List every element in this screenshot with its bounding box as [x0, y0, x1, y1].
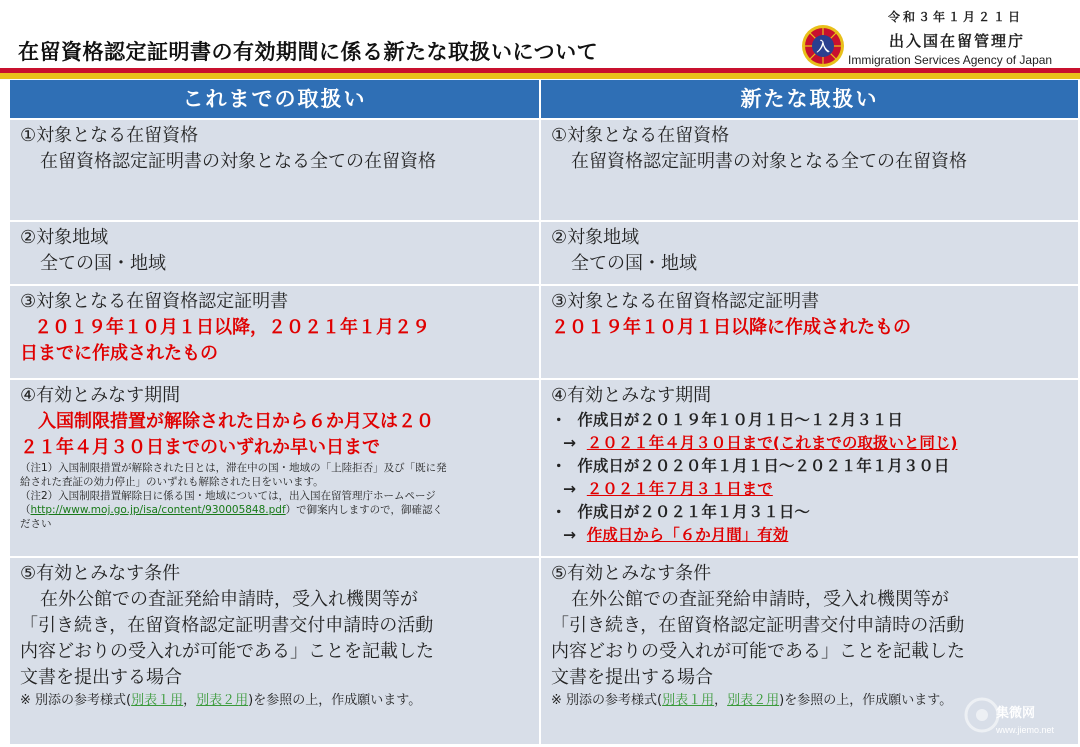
watermark-text: 集微网 — [996, 706, 1036, 721]
bullet-mark: ・ — [551, 411, 567, 429]
arrow-icon: → — [563, 526, 576, 544]
row3-label: ③対象となる在留資格認定証明書 — [20, 291, 289, 312]
comparison-table — [9, 79, 1077, 743]
appendix2-link[interactable]: 別表２用 — [196, 693, 249, 708]
row4-old-cell — [10, 380, 539, 556]
row4-old-red-1: 入国制限措置が解除された日から６か月又は２０ — [38, 411, 434, 432]
row1-label: ①対象となる在留資格 — [20, 125, 199, 146]
row4-new-arrow-1: → ２０２１年４月３０日まで(これまでの取扱いと同じ) — [563, 434, 958, 452]
svg-text:入: 入 — [816, 40, 830, 55]
row4-note2-line: （http://www.moj.go.jp/isa/content/930005848.pdf）で御案内しますので，御確認く — [20, 504, 443, 516]
row3-old-red-2: 日までに作成されたもの — [20, 343, 218, 364]
bullet-mark: ・ — [551, 503, 567, 521]
document-date: 令和３年１月２１日 — [888, 10, 1024, 24]
agency-name-jp: 出入国在留管理庁 — [889, 32, 1026, 50]
row5-new-text-2: 「引き続き，在留資格認定証明書交付申請時の活動 — [551, 615, 965, 636]
column-header-new: 新たな取扱い — [541, 80, 1078, 118]
row5-text-2: 「引き続き，在留資格認定証明書交付申請時の活動 — [20, 615, 434, 636]
row4-note2-b: ）で御案内しますので，御確認く — [285, 504, 443, 516]
arrow-icon: → — [563, 434, 576, 452]
row3-new-cell — [541, 286, 1078, 378]
page-title: 在留資格認定証明書の有効期間に係る新たな取扱いについて — [18, 40, 599, 64]
row3-new-red: ２０１９年１０月１日以降に作成されたもの — [551, 317, 911, 338]
bullet-mark: ・ — [551, 457, 567, 475]
row4-new-arrow-2: → ２０２１年７月３１日まで — [563, 480, 773, 498]
moj-pdf-link[interactable]: http://www.moj.go.jp/isa/content/930005848.pdf — [30, 504, 286, 516]
row4-new-bullet-1: ・ 作成日が２０１９年１０月１日～１２月３１日 — [551, 411, 903, 429]
appendix1-link[interactable]: 別表１用 — [131, 693, 184, 708]
row5-new-text-3: 内容どおりの受入れが可能である」ことを記載した — [551, 641, 965, 662]
row4-label: ④有効とみなす期間 — [20, 385, 181, 406]
appendix1-link-new[interactable]: 別表１用 — [662, 693, 715, 708]
row4-old-red-2: ２１年４月３０日までのいずれか早い日まで — [20, 437, 380, 458]
row5-label: ⑤有効とみなす条件 — [20, 563, 181, 584]
row5-new-text-4: 文書を提出する場合 — [551, 667, 713, 688]
row1-new-cell — [541, 120, 1078, 220]
row5-reference: ※ 別添の参考様式(別表１用，別表２用)を参照の上，作成願います。 — [20, 693, 422, 708]
row5-new-reference: ※ 別添の参考様式(別表１用，別表２用)を参照の上，作成願います。 — [551, 693, 953, 708]
row2-label: ②対象地域 — [20, 227, 109, 248]
row3-label-new: ③対象となる在留資格認定証明書 — [551, 291, 820, 312]
row4-note2-a: （注2）入国制限措置解除日に係る国・地域については，出入国在留管理庁ホームページ — [20, 490, 436, 502]
row2-new-text: 全ての国・地域 — [571, 253, 697, 274]
row4-new-arrow-3: → 作成日から「６か月間」有効 — [563, 526, 789, 544]
row4-new-cell — [541, 380, 1078, 556]
page-header — [0, 0, 1080, 74]
row5-text-3: 内容どおりの受入れが可能である」ことを記載した — [20, 641, 434, 662]
row1-old-cell — [10, 120, 539, 220]
row2-new-cell — [541, 222, 1078, 284]
row5-old-cell — [10, 558, 539, 744]
row4-new-bullet-3: ・ 作成日が２０２１年１月３１日～ — [551, 503, 810, 521]
watermark-url: www.jiemo.net — [996, 725, 1055, 735]
row4-note1-b: 給された査証の効力停止」のいずれも解除された日をいいます。 — [20, 476, 324, 488]
row5-new-text-1: 在外公館での査証発給申請時，受入れ機関等が — [571, 589, 949, 610]
column-header-old: これまでの取扱い — [10, 80, 539, 118]
row3-old-red-1: ２０１９年１０月１日以降，２０２１年１月２９ — [34, 317, 430, 338]
row5-text-1: 在外公館での査証発給申請時，受入れ機関等が — [40, 589, 418, 610]
row1-new-text: 在留資格認定証明書の対象となる全ての在留資格 — [571, 151, 967, 172]
arrow-icon: → — [563, 480, 576, 498]
row4-note2-c: ださい — [20, 518, 52, 530]
row3-old-cell — [10, 286, 539, 378]
row2-old-text: 全ての国・地域 — [40, 253, 166, 274]
agency-name-en: Immigration Services Agency of Japan — [848, 53, 1053, 67]
row2-old-cell — [10, 222, 539, 284]
row4-new-bullet-2: ・ 作成日が２０２０年１月１日～２０２１年１月３０日 — [551, 457, 950, 475]
row4-label-new: ④有効とみなす期間 — [551, 385, 712, 406]
row1-label-new: ①対象となる在留資格 — [551, 125, 730, 146]
row4-note1-a: （注1）入国制限措置が解除された日とは，滞在中の国・地域の「上陸拒否」及び「既に発 — [20, 462, 447, 474]
appendix2-link-new[interactable]: 別表２用 — [727, 693, 780, 708]
row5-label-new: ⑤有効とみなす条件 — [551, 563, 712, 584]
row1-old-text: 在留資格認定証明書の対象となる全ての在留資格 — [40, 151, 436, 172]
row2-label-new: ②対象地域 — [551, 227, 640, 248]
agency-emblem-icon — [801, 24, 845, 68]
row5-text-4: 文書を提出する場合 — [20, 667, 182, 688]
